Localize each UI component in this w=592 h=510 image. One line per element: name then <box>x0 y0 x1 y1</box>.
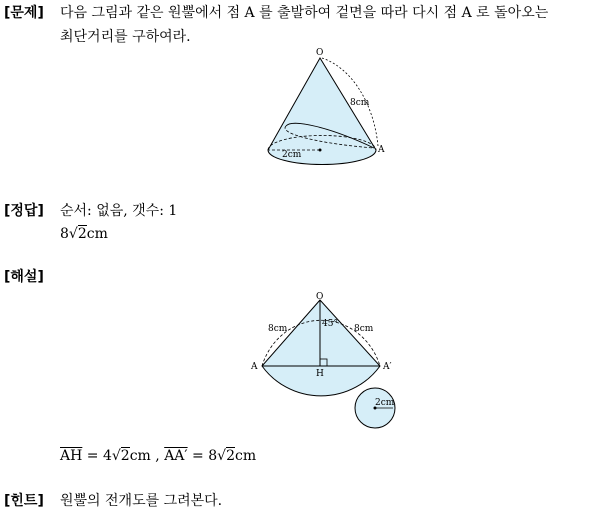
sqrt-sign: √ <box>217 448 227 464</box>
problem-text-line1: 다음 그림과 같은 원뿔에서 점 A 를 출발하여 겉면을 따라 다시 점 A 로 돌아오는 <box>60 5 549 21</box>
sqrt-sign: √ <box>111 448 121 464</box>
sqrt-sign: √ <box>68 226 78 242</box>
slant-right-label: 8cm <box>354 324 374 334</box>
eq1-unit: cm , <box>129 448 165 464</box>
answer-line1: 순서: 없음, 갯수: 1 <box>60 203 178 219</box>
cone-figure <box>262 44 392 166</box>
net-radius-label: 2cm <box>375 398 395 408</box>
answer-radicand: 2 <box>77 226 87 242</box>
hint-tag: [힌트] <box>4 493 44 509</box>
net-right-label: A′ <box>383 362 392 372</box>
net-apex-label: O <box>316 292 324 302</box>
segment-aa: AA′ <box>164 448 188 464</box>
eq2-text: = 8 <box>187 448 218 464</box>
radius-label: 2cm <box>282 150 302 160</box>
answer-tag: [정답] <box>4 203 44 219</box>
problem-text-line2: 최단거리를 구하여라. <box>60 29 191 45</box>
answer-unit: cm <box>86 226 108 242</box>
net-foot-label: H <box>316 369 324 379</box>
angle-label: 45° <box>322 319 338 329</box>
answer-coef: 8 <box>60 226 69 242</box>
explanation-equation <box>60 448 256 464</box>
eq2-radicand: 2 <box>226 448 235 464</box>
eq2-unit: cm <box>234 448 257 464</box>
problem-tag: [문제] <box>4 5 44 21</box>
cone-body <box>268 58 376 165</box>
hint-text: 원뿔의 전개도를 그려본다. <box>60 493 223 509</box>
segment-ah: $\overline{AH}$ <box>60 448 83 464</box>
net-figure <box>248 290 408 432</box>
point-a-label: A <box>378 145 385 155</box>
apex-label: O <box>316 48 324 58</box>
sector <box>262 300 380 396</box>
slant-left-label: 8cm <box>268 324 288 334</box>
explanation-tag: [해설] <box>4 269 44 285</box>
net-left-label: A <box>251 362 258 372</box>
eq1-radicand: 2 <box>120 448 130 464</box>
eq1-text: = 4 <box>82 448 112 464</box>
answer-value <box>60 226 108 242</box>
slant-label: 8cm <box>350 98 370 108</box>
base-center <box>319 149 322 152</box>
